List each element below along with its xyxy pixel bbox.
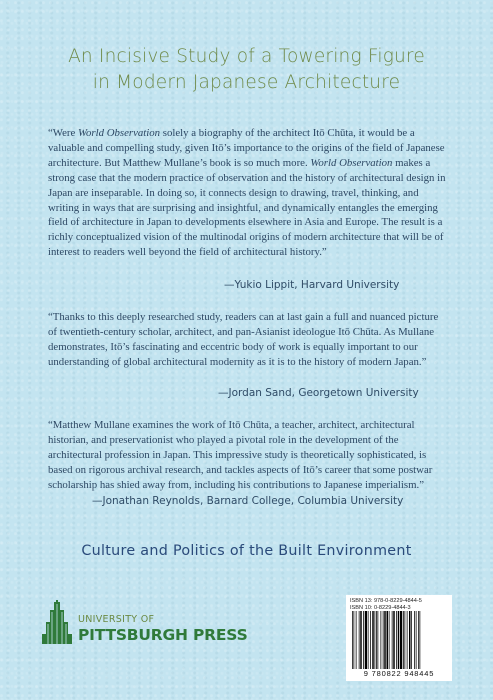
blurb-quote-1-book-title-a: World Observation xyxy=(78,127,161,139)
barcode-digits: 9 780822 948445 xyxy=(363,669,435,678)
isbn-barcode-block xyxy=(346,595,452,681)
headline-line-1: An Incisive Study of a Towering Figure xyxy=(68,46,425,67)
blurb-attribution-1: —Yukio Lippit, Harvard University xyxy=(224,279,400,291)
headline-line-2: in Modern Japanese Architecture xyxy=(92,72,401,93)
blurb-quote-1-text-c: makes a strong case that the modern practice of observation and the history of architectural design in Japan are inseparable. In doing so, it connects design to drawing, travel, thinking, and writing in ways that are surprising and insightful, and dynamically entangles the emerging field of architecture in Japan to developments elsewhere in Asia and Europe. The result is a richly conceptualized vision of the multinodal origins of modern architecture that will be of interest to readers well beyond the field of architectural history.” xyxy=(48,156,446,259)
cathedral-of-learning-icon xyxy=(40,600,74,646)
blurb-quote-2: “Thanks to this deeply researched study, readers can at last gain a full and nuanced picture of twentieth-century scholar, architect, and pan-Asianist ideologue Itō Chūta. As Mullane demonstrates, Itō’s fascinating and eccentric body of work is equally important to our understanding of global architectural modernity as it is to the history of modern Japan.” xyxy=(48,311,439,368)
publisher-name-line-2: PITTSBURGH PRESS xyxy=(78,626,248,644)
barcode-image xyxy=(350,611,448,669)
cover-headline xyxy=(0,44,493,96)
publisher-logo xyxy=(40,600,248,646)
blurb-quote-1-book-title-b: World Observation xyxy=(310,156,393,169)
blurb-quote-3: “Matthew Mullane examines the work of Itō Chūta, a teacher, architect, architectural historian, and preservationist who played a pivotal role in the development of the architectural profession in Japan. This impressive study is theoretically sophisticated, is based on rigorous archival research, and tackles aspects of Itō’s career that some postwar scholarship has shied away from, including his contributions to Japanese imperialism.” xyxy=(48,419,433,491)
blurb-attribution-2: —Jordan Sand, Georgetown University xyxy=(218,387,419,399)
blurb-quote-1-text-a: “Were xyxy=(48,127,78,139)
isbn-13: ISBN 13: 978-0-8229-4844-5 xyxy=(350,598,422,604)
isbn-10: ISBN 10: 0-8229-4844-3 xyxy=(350,605,411,611)
blurb-quote-1-text-b: solely a biography of the architect Itō Chūta, it would be a valuable and compelling study, given Itō’s importance to the origins of the field of Japanese architecture. But Matthew Mullane’s book is so much more. xyxy=(48,127,445,169)
publisher-name-line-1: UNIVERSITY OF xyxy=(78,614,155,625)
blurb-quote-1 xyxy=(48,126,448,260)
series-name: Culture and Politics of the Built Environment xyxy=(81,543,412,559)
blurb-attribution-3: —Jonathan Reynolds, Barnard College, Columbia University xyxy=(92,495,404,507)
